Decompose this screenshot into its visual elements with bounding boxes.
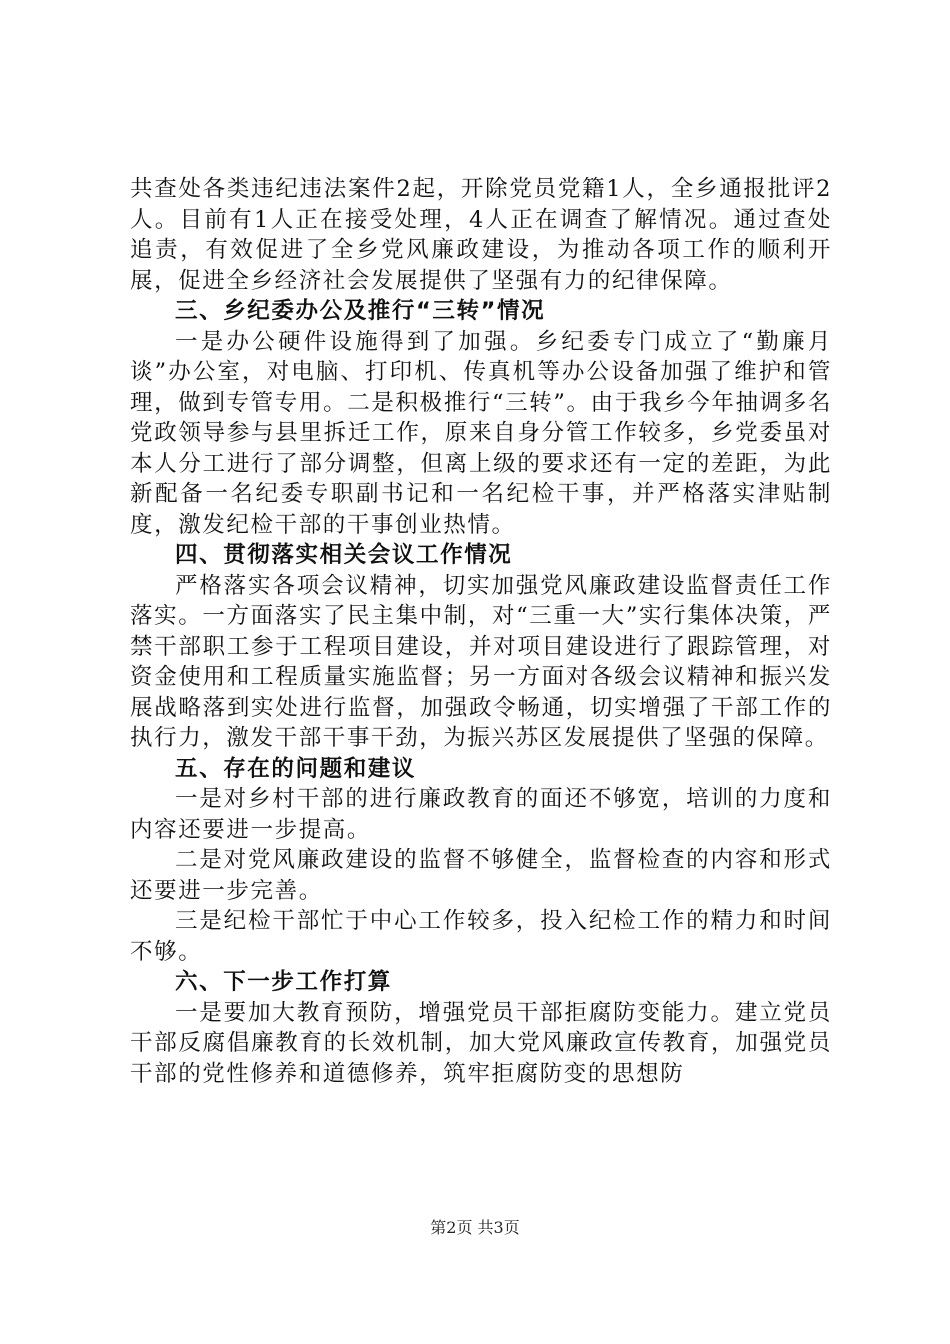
paragraph: 一是要加大教育预防，增强党员干部拒腐防变能力。建立党员干部反腐倡廉教育的长效机制，加大党风廉政宣传教育，加强党员干部的党性修养和道德修养，筑牢拒腐防变的思想防 xyxy=(130,999,832,1087)
paragraph: 一是对乡村干部的进行廉政教育的面还不够宽，培训的力度和内容还要进一步提高。 xyxy=(130,786,832,843)
section-heading-4: 四、贯彻落实相关会议工作情况 xyxy=(175,542,513,568)
paragraph: 三是纪检干部忙于中心工作较多，投入纪检工作的精力和时间不够。 xyxy=(130,908,832,965)
paragraph: 二是对党风廉政建设的监督不够健全，监督检查的内容和形式还要进一步完善。 xyxy=(130,847,832,904)
section-heading-3: 三、乡纪委办公及推行“三转”情况 xyxy=(175,298,546,324)
paragraph-continued: 共查处各类违纪违法案件2起，开除党员党籍1人，全乡通报批评2人。目前有1人正在接受处理，4人正在调查了解情况。通过查处追责，有效促进了全乡党风廉政建设，为推动各项工作的顺利开展，促进全乡经济社会发展提供了坚强有力的纪律保障。 xyxy=(130,176,832,294)
document-body xyxy=(130,174,832,1089)
section-heading-6: 六、下一步工作打算 xyxy=(175,969,392,995)
paragraph: 一是办公硬件设施得到了加强。乡纪委专门成立了“勤廉月谈”办公室，对电脑、打印机、传真机等办公设备加强了维护和管理，做到专管专用。二是积极推行“三转”。由于我乡今年抽调多名党政领导参与县里拆迁工作，原来自身分管工作较多，乡党委虽对本人分工进行了部分调整，但离上级的要求还有一定的差距，为此新配备一名纪委专职副书记和一名纪检干事，并严格落实津贴制度，激发纪检干部的干事创业热情。 xyxy=(130,328,832,538)
section-heading-5: 五、存在的问题和建议 xyxy=(175,755,417,782)
page-number-footer: 第2页 共3页 xyxy=(430,1218,520,1237)
paragraph: 严格落实各项会议精神，切实加强党风廉政建设监督责任工作落实。一方面落实了民主集中制，对“三重一大”实行集体决策，严禁干部职工参于工程项目建设，并对项目建设进行了跟踪管理，对资金使用和工程质量实施监督；另一方面对各级会议精神和振兴发展战略落到实处进行监督，加强政令畅通，切实增强了干部工作的执行力，激发干部干事干劲，为振兴苏区发展提供了坚强的保障。 xyxy=(130,572,832,751)
